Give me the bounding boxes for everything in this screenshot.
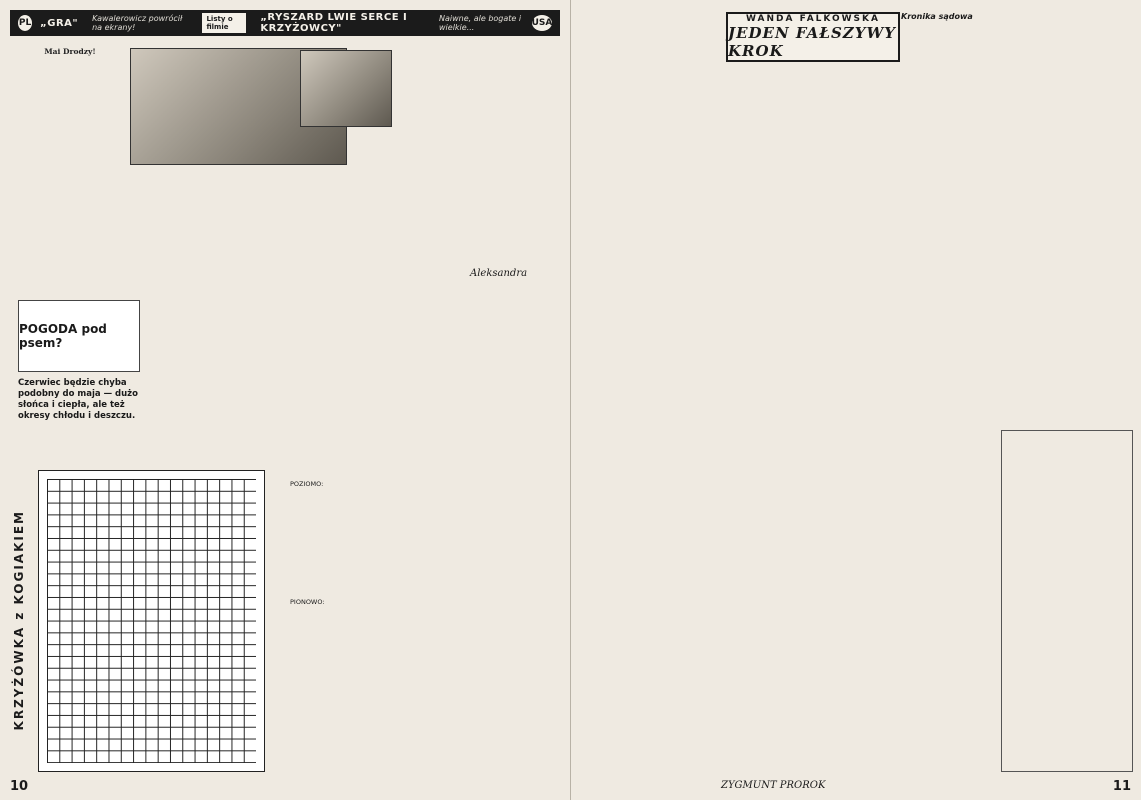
page-number-right: 11 xyxy=(1112,779,1131,794)
header-middle-label: Listy o filmie xyxy=(202,13,246,33)
badge-pl: PL xyxy=(18,15,32,31)
column-heading: Mai Drodzy! xyxy=(44,48,96,56)
article-column-1 xyxy=(14,48,126,278)
film-still xyxy=(300,50,392,127)
weather-title: POGODA pod psem? xyxy=(19,322,107,350)
badge-usa: USA xyxy=(532,15,552,31)
header-title-ryszard: „RYSZARD LWIE SERCE I KRZYŻOWCY" xyxy=(260,12,408,34)
across-label: POZIOMO: xyxy=(290,480,324,488)
crossword-side-text: KRZYŻÓWKA z KOGIAKIEM xyxy=(12,509,26,731)
down-label: PIONOWO: xyxy=(290,598,325,607)
weather-question: Czerwiec będzie chyba podobny do maja — dużo słońca i ciepła, ale też okresy chłodu i deszczu. xyxy=(18,378,138,421)
crossword-clues xyxy=(290,480,325,607)
page-number-left: 10 xyxy=(10,779,29,794)
section-label: Kronika sądowa xyxy=(901,12,973,21)
crossword-cells xyxy=(47,479,256,763)
header-subtitle-gra: Kawalerowicz powrócił na ekrany! xyxy=(92,14,183,32)
article-author: WANDA FALKOWSKA xyxy=(746,14,880,24)
signature: Aleksandra xyxy=(470,268,528,279)
sidebar-box xyxy=(1001,430,1133,772)
header-subtitle-ryszard: Naiwne, ale bogate i wielkie... xyxy=(439,14,522,32)
article-title-box xyxy=(726,12,900,62)
author-signoff: ZYGMUNT PROROK xyxy=(721,780,826,791)
left-header-bar xyxy=(10,10,560,36)
header-title-gra: „GRA" xyxy=(40,17,79,29)
crossword-grid xyxy=(38,470,265,772)
article-title: JEDEN FAŁSZYWY KROK xyxy=(728,24,897,60)
right-page xyxy=(571,0,1141,800)
weather-box xyxy=(18,300,140,372)
crossword-side-title xyxy=(6,470,32,770)
